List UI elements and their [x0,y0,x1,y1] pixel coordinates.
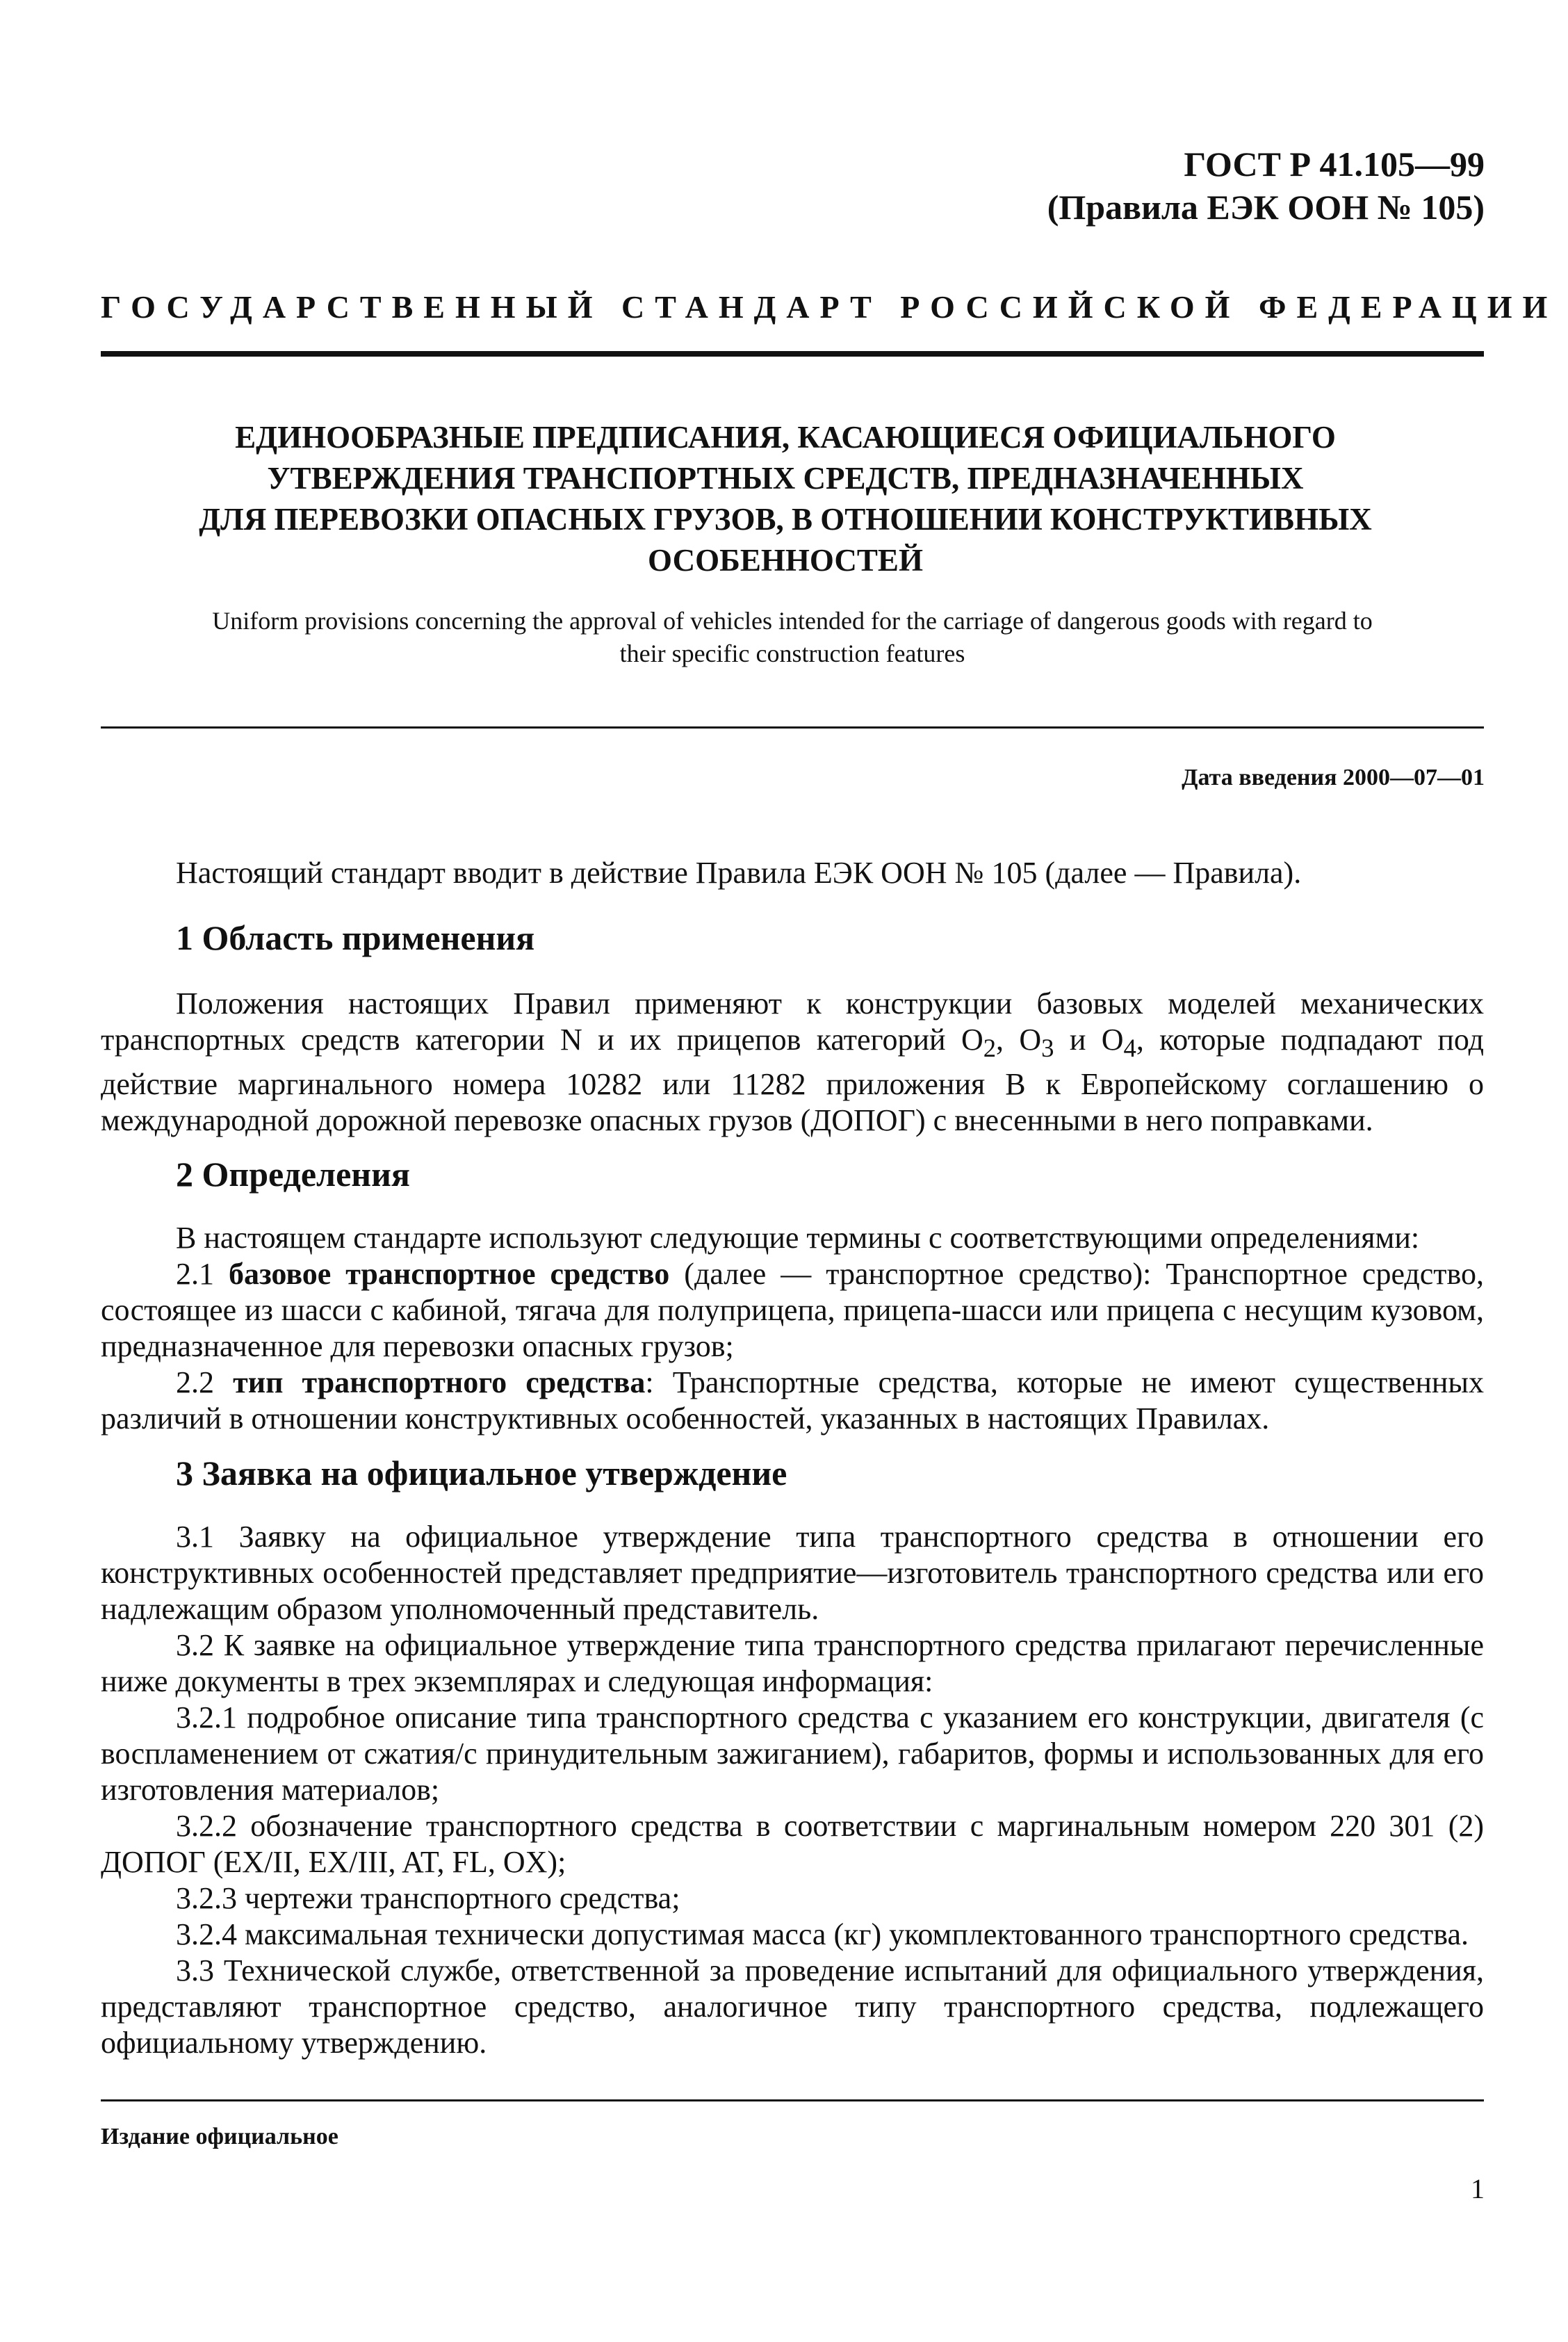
gost-designation [1047,143,1485,229]
document-title [160,417,1411,581]
definition-2-1: 2.1 базовое транспортное средство (далее — транспортное средство): Транспортное средство, состоящее из шасси с кабиной, тягача для полуприцепа, прицепа-шасси или прицепа с несущим кузовом, предназначенное для перевозки опасных грузов; [101,1257,1485,1363]
clause-3-2-2: 3.2.2 обозначение транспортного средства в соответствии с маргинальным номером 220 301 (2) ДОПОГ (EX/II, EX/III, AT, FL, OX); [101,1809,1484,1879]
intro-paragraph [101,855,1484,891]
footer-divider [101,2099,1484,2101]
section-3-body [101,1519,1484,2061]
section-1-heading: 1 Область применения [176,918,535,957]
section-2-intro: В настоящем стандарте используют следующие термины с соответствующими определениями: [176,1221,1420,1255]
title-divider [101,726,1484,729]
section-2-heading: 2 Определения [176,1155,410,1194]
gost-number: ГОСТ Р 41.105—99 [1184,145,1485,184]
title-line: ЕДИНООБРАЗНЫЕ ПРЕДПИСАНИЯ, КАСАЮЩИЕСЯ ОФИЦИАЛЬНОГО [235,420,1336,455]
english-title [111,605,1473,670]
defined-term: тип транспортного средства [233,1365,646,1399]
section-3-heading: 3 Заявка на официальное утверждение [176,1454,787,1493]
clause-3-3: 3.3 Технической службе, ответственной за проведение испытаний для официального утверждения, представляют транспортное средство, аналогичное типу транспортного средства, подлежащего официальному утверждению. [101,1953,1484,2060]
section-1-body [101,986,1484,1139]
introduction-date: Дата введения 2000—07—01 [1182,765,1485,790]
page-number: 1 [1471,2173,1485,2204]
english-title-line: their specific construction features [619,640,965,667]
section-2-body [101,1220,1484,1437]
section-1-paragraph: Положения настоящих Правил применяют к конструкции базовых моделей механических транспортных средств категории N и их прицепов категорий $O_2$, $O_3$ и $O_4$, которые подпадают под действие маргинального номера 10282 или 11282 приложения B к Европейскому соглашению о международной дорожной перевозке опасных грузов (ДОПОГ) с внесенными в него поправками. [101,986,1484,1137]
title-line: ОСОБЕННОСТЕЙ [648,543,923,578]
english-title-line: Uniform provisions concerning the approval of vehicles intended for the carriage of dangerous goods with regard to [212,607,1373,635]
standard-organization: ГОСУДАРСТВЕННЫЙ СТАНДАРТ РОССИЙСКОЙ ФЕДЕРАЦИИ [101,289,1558,325]
title-line: ДЛЯ ПЕРЕВОЗКИ ОПАСНЫХ ГРУЗОВ, В ОТНОШЕНИИ КОНСТРУКТИВНЫХ [199,502,1372,537]
clause-3-1: 3.1 Заявку на официальное утверждение типа транспортного средства в отношении его конструктивных особенностей представляет предприятие—изготовитель транспортного средства или его надлежащим образом уполномоченный представитель. [101,1520,1484,1626]
edition-note: Издание официальное [101,2124,338,2149]
defined-term: базовое транспортное средство [228,1257,670,1291]
rule-reference: (Правила ЕЭК ООН № 105) [1047,188,1485,227]
clause-3-2-1: 3.2.1 подробное описание типа транспортного средства с указанием его конструкции, двигателя (с воспламенением от сжатия/с принудительным зажиганием), габаритов, формы и использованных для его изготовления материалов; [101,1700,1484,1807]
clause-3-2-4: 3.2.4 максимальная технически допустимая масса (кг) укомплектованного транспортного средства. [176,1917,1469,1951]
intro-text: Настоящий стандарт вводит в действие Правила ЕЭК ООН № 105 (далее — Правила). [176,856,1302,890]
clause-3-2: 3.2 К заявке на официальное утверждение типа транспортного средства прилагают перечисленные ниже документы в трех экземплярах и следующая информация: [101,1628,1484,1698]
definition-2-2: 2.2 тип транспортного средства: Транспортные средства, которые не имеют существенных различий в отношении конструктивных особенностей, указанных в настоящих Правилах. [101,1365,1484,1436]
header-divider [101,351,1484,357]
title-line: УТВЕРЖДЕНИЯ ТРАНСПОРТНЫХ СРЕДСТВ, ПРЕДНАЗНАЧЕННЫХ [267,461,1304,496]
clause-3-2-3: 3.2.3 чертежи транспортного средства; [176,1881,680,1915]
